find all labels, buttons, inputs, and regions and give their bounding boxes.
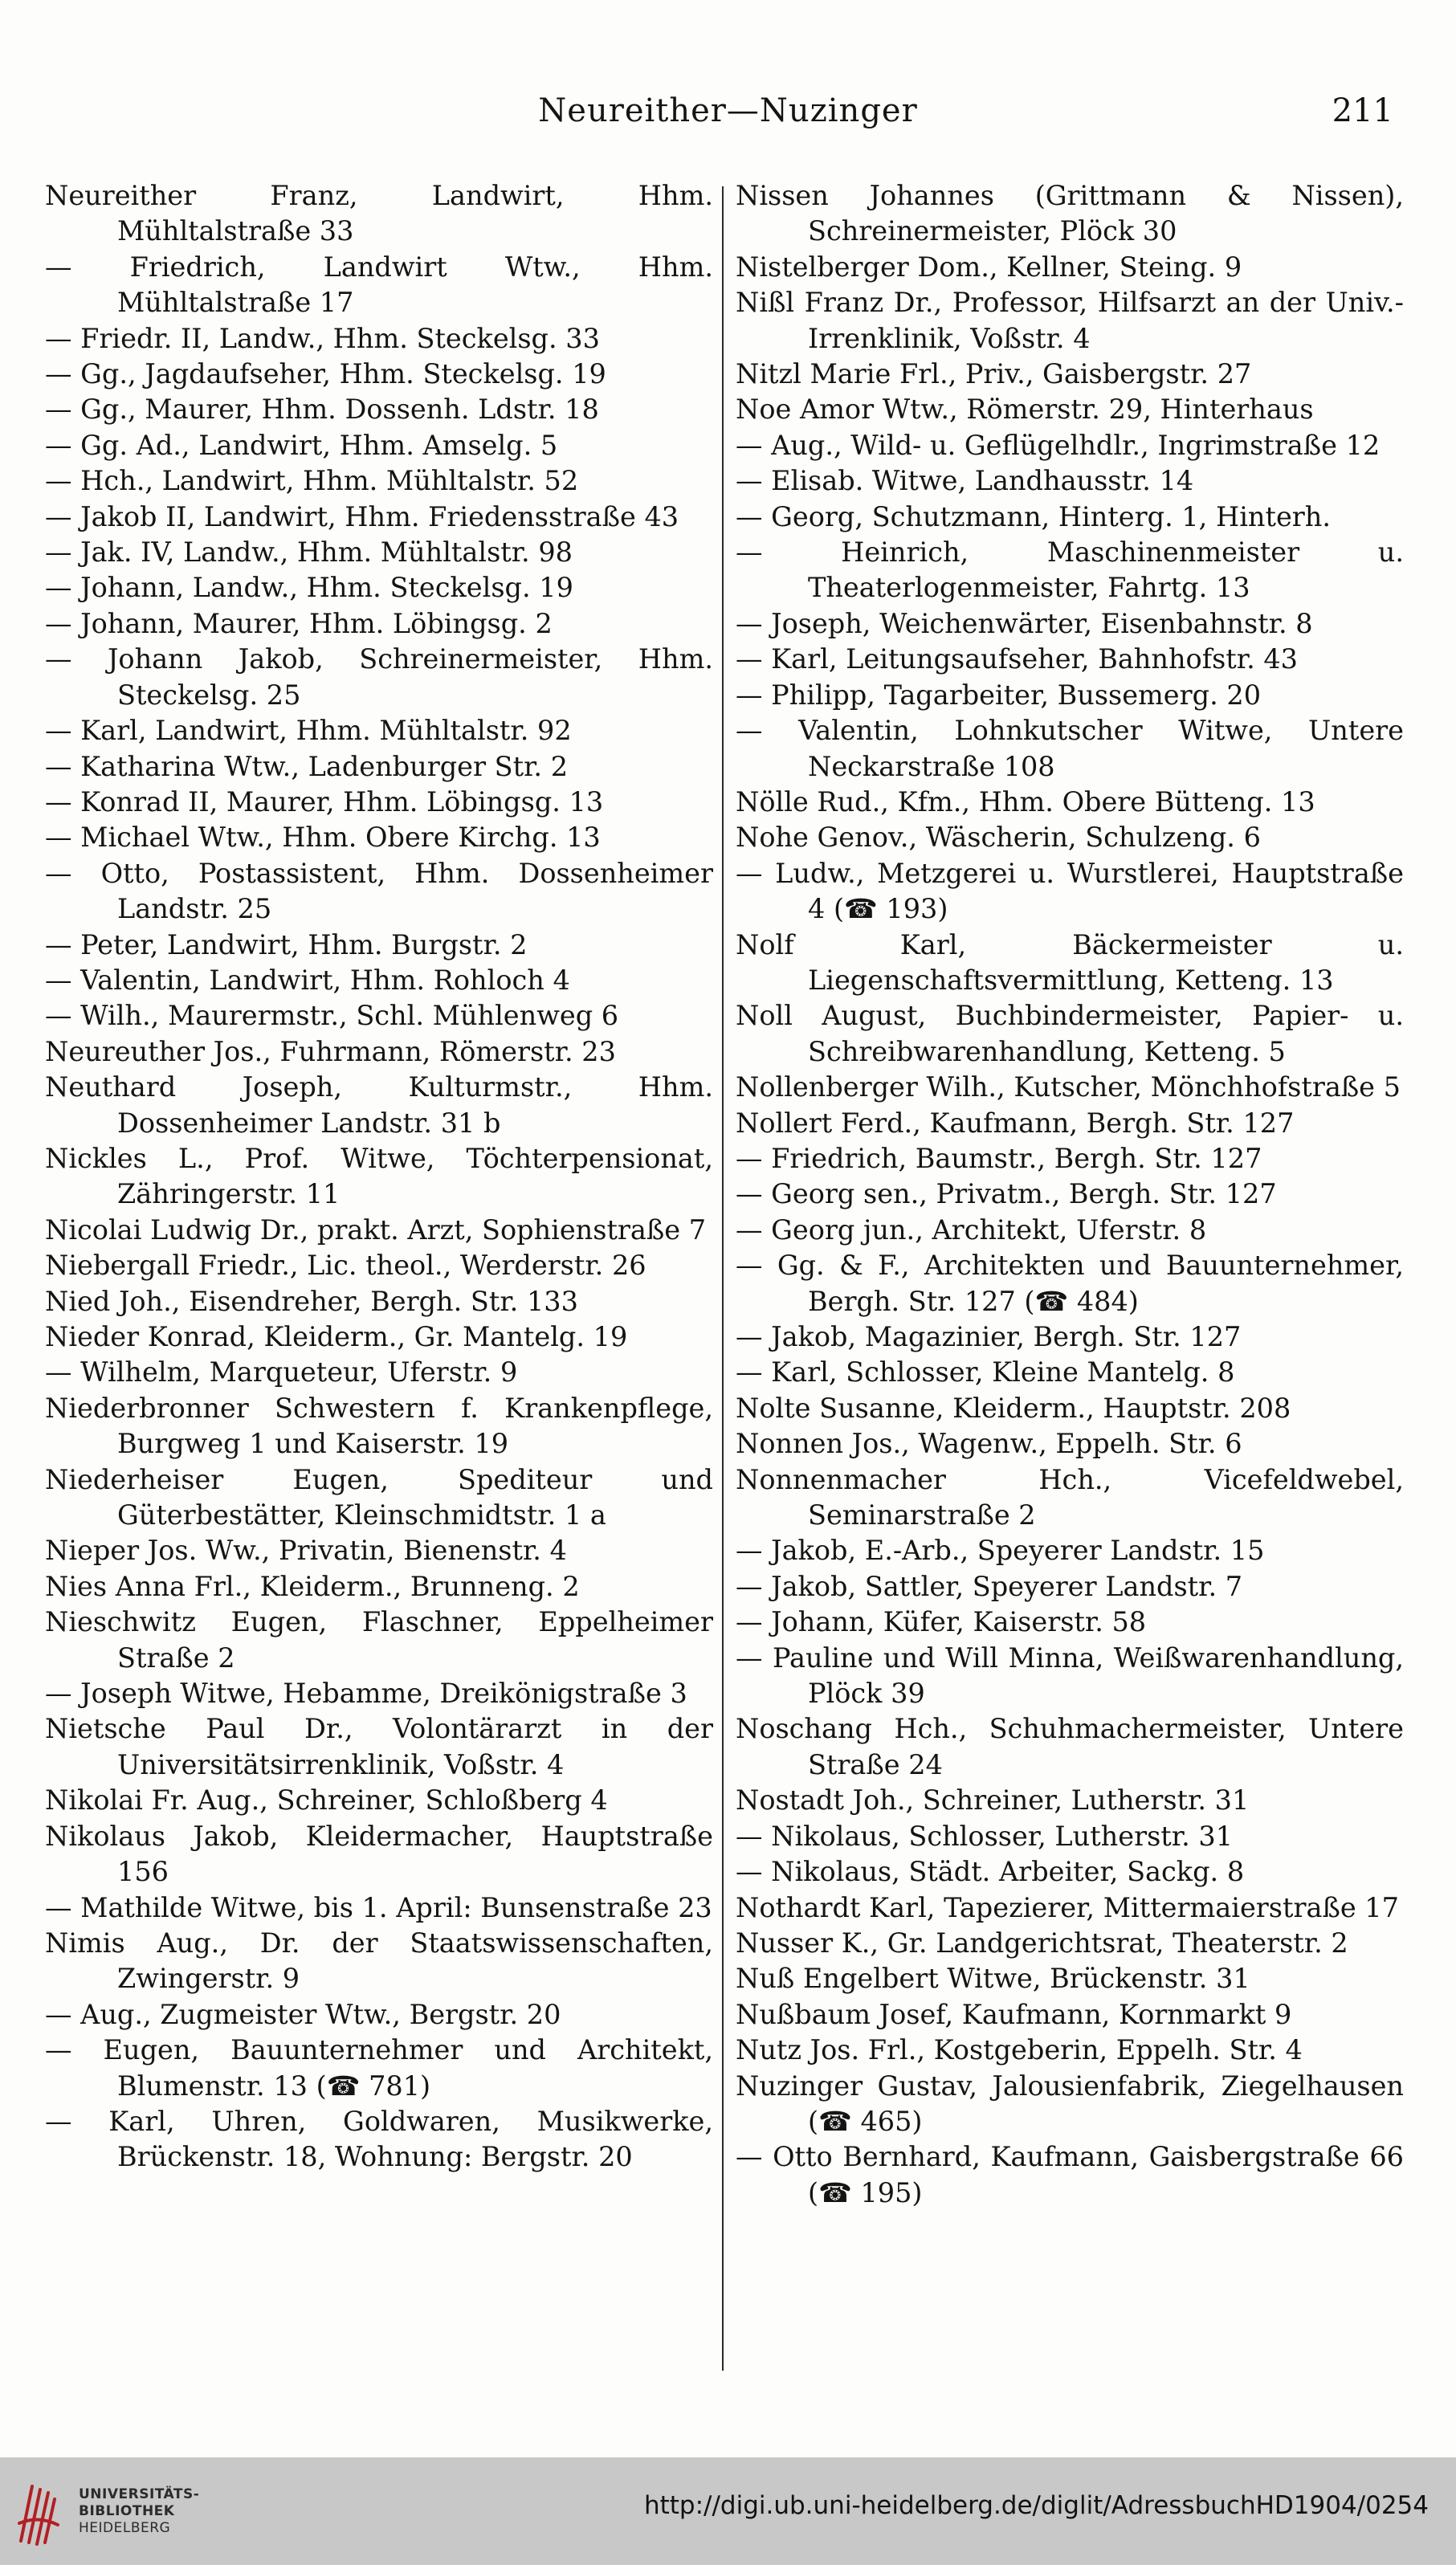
library-name: [79, 2486, 199, 2537]
source-url[interactable]: http://digi.ub.uni-heidelberg.de/diglit/AdressbuchHD1904/0254: [643, 2491, 1429, 2520]
directory-entry: — Johann Jakob, Schreinermeister, Hhm. Steckelsg. 25: [45, 643, 713, 711]
directory-entry: — Pauline und Will Minna, Weißwarenhandlung, Plöck 39: [736, 1641, 1404, 1710]
directory-entry: — Wilhelm, Marqueteur, Uferstr. 9: [45, 1356, 518, 1389]
directory-entry: Nietsche Paul Dr., Volontärarzt in der Universitätsirrenklinik, Voßstr. 4: [45, 1713, 713, 1780]
directory-entry: — Otto, Postassistent, Hhm. Dossenheimer Landstr. 25: [45, 857, 713, 925]
directory-entry: Niebergall Friedr., Lic. theol., Werderstr. 26: [45, 1250, 646, 1282]
directory-entry: — Nikolaus, Schlosser, Lutherstr. 31: [736, 1820, 1234, 1852]
directory-entry: — Johann, Küfer, Kaiserstr. 58: [736, 1606, 1147, 1638]
directory-entry: Nickles L., Prof. Witwe, Töchterpensionat, Zähringerstr. 11: [45, 1142, 713, 1210]
directory-entry: Nollenberger Wilh., Kutscher, Mönchhofstraße 5: [736, 1071, 1401, 1103]
directory-entry: — Mathilde Witwe, bis 1. April: Bunsenstraße 23: [45, 1891, 712, 1923]
directory-entry: Nolf Karl, Bäckermeister u. Liegenschaftsvermittlung, Ketteng. 13: [736, 928, 1404, 996]
directory-entry: — Joseph, Weichenwärter, Eisenbahnstr. 8: [736, 607, 1313, 639]
directory-entry: Nikolaus Jakob, Kleidermacher, Hauptstraße 156: [45, 1820, 713, 1888]
left-column: [45, 178, 713, 2176]
library-footer: [0, 2457, 1456, 2565]
directory-entry: — Aug., Zugmeister Wtw., Bergstr. 20: [45, 1998, 561, 2030]
directory-entry: — Gg. Ad., Landwirt, Hhm. Amselg. 5: [45, 429, 558, 461]
directory-entry: — Jakob, Magazinier, Bergh. Str. 127: [736, 1321, 1242, 1352]
directory-entry: — Friedrich, Landwirt Wtw., Hhm. Mühltalstraße 17: [45, 251, 713, 319]
page-header: [0, 87, 1456, 135]
directory-entry: Noll August, Buchbindermeister, Papier- u. Schreibwarenhandlung, Ketteng. 5: [736, 1000, 1404, 1067]
directory-entry: — Nikolaus, Städt. Arbeiter, Sackg. 8: [736, 1856, 1245, 1888]
directory-entry: — Karl, Schlosser, Kleine Mantelg. 8: [736, 1356, 1235, 1389]
directory-entry: — Jakob II, Landwirt, Hhm. Friedensstraße 43: [45, 500, 679, 532]
directory-entry: Nitzl Marie Frl., Priv., Gaisbergstr. 27: [736, 358, 1252, 390]
directory-entry: — Otto Bernhard, Kaufmann, Gaisbergstraße 66 (☎ 195): [736, 2141, 1404, 2208]
directory-entry: Nied Joh., Eisendreher, Bergh. Str. 133: [45, 1285, 578, 1317]
directory-entry: Nistelberger Dom., Kellner, Steing. 9: [736, 251, 1242, 283]
directory-entry: Noschang Hch., Schuhmachermeister, Untere Straße 24: [736, 1713, 1404, 1780]
directory-entry: Nostadt Joh., Schreiner, Lutherstr. 31: [736, 1784, 1250, 1817]
directory-entry: Nissen Johannes (Grittmann & Nissen), Schreinermeister, Plöck 30: [736, 180, 1404, 247]
directory-entry: Nölle Rud., Kfm., Hhm. Obere Bütteng. 13: [736, 785, 1315, 818]
directory-entry: — Jakob, E.-Arb., Speyerer Landstr. 15: [736, 1535, 1265, 1567]
directory-entry: Nimis Aug., Dr. der Staatswissenschaften, Zwingerstr. 9: [45, 1927, 713, 1995]
directory-entry: — Karl, Leitungsaufseher, Bahnhofstr. 43: [736, 643, 1298, 675]
directory-entry: — Eugen, Bauunternehmer und Architekt, Blumenstr. 13 (☎ 781): [45, 2034, 713, 2102]
directory-entry: — Philipp, Tagarbeiter, Bussemerg. 20: [736, 679, 1262, 711]
directory-entry: — Peter, Landwirt, Hhm. Burgstr. 2: [45, 928, 528, 960]
library-logo-icon: [14, 2475, 63, 2549]
directory-entry: Nohe Genov., Wäscherin, Schulzeng. 6: [736, 822, 1261, 854]
directory-entry: — Joseph Witwe, Hebamme, Dreikönigstraße 3: [45, 1678, 687, 1710]
directory-entry: Nutz Jos. Frl., Kostgeberin, Eppelh. Str. 4: [736, 2034, 1303, 2066]
directory-entry: — Aug., Wild- u. Geflügelhdlr., Ingrimstraße 12: [736, 429, 1381, 461]
directory-entry: Nothardt Karl, Tapezierer, Mittermaierstraße 17: [736, 1891, 1399, 1923]
directory-entry: Noe Amor Wtw., Römerstr. 29, Hinterhaus: [736, 394, 1314, 426]
directory-entry: Nikolai Fr. Aug., Schreiner, Schloßberg 4: [45, 1784, 608, 1817]
directory-entry: Nieper Jos. Ww., Privatin, Bienenstr. 4: [45, 1535, 567, 1567]
page-number: 211: [1332, 92, 1393, 129]
directory-entry: — Jak. IV, Landw., Hhm. Mühltalstr. 98: [45, 536, 573, 569]
directory-entry: — Valentin, Landwirt, Hhm. Rohloch 4: [45, 964, 570, 996]
directory-entry: Nieder Konrad, Kleiderm., Gr. Mantelg. 19: [45, 1321, 628, 1352]
library-name-line2: BIBLIOTHEK: [79, 2503, 175, 2519]
directory-entry: — Jakob, Sattler, Speyerer Landstr. 7: [736, 1570, 1243, 1602]
directory-entry: Neuthard Joseph, Kulturmstr., Hhm. Dossenheimer Landstr. 31 b: [45, 1071, 713, 1139]
directory-entry: Nußbaum Josef, Kaufmann, Kornmarkt 9: [736, 1998, 1292, 2030]
directory-entry: Nuß Engelbert Witwe, Brückenstr. 31: [736, 1963, 1250, 1995]
directory-entry: Nonnen Jos., Wagenw., Eppelh. Str. 6: [736, 1428, 1242, 1460]
directory-entry: — Georg jun., Architekt, Uferstr. 8: [736, 1213, 1207, 1246]
directory-entry: — Konrad II, Maurer, Hhm. Löbingsg. 13: [45, 785, 604, 818]
directory-entry: Neureither Franz, Landwirt, Hhm. Mühltalstraße 33: [45, 180, 713, 247]
running-title: Neureither—Nuzinger: [538, 92, 918, 129]
directory-entry: Nusser K., Gr. Landgerichtsrat, Theaterstr. 2: [736, 1927, 1348, 1959]
directory-entry: Nicolai Ludwig Dr., prakt. Arzt, Sophienstraße 7: [45, 1213, 707, 1246]
library-name-line3: HEIDELBERG: [79, 2520, 171, 2536]
column-divider: [722, 186, 724, 2371]
directory-entry: — Johann, Maurer, Hhm. Löbingsg. 2: [45, 607, 553, 639]
directory-entry: — Johann, Landw., Hhm. Steckelsg. 19: [45, 572, 573, 604]
library-name-line1: UNIVERSITÄTS-: [79, 2486, 200, 2502]
directory-entry: Nies Anna Frl., Kleiderm., Brunneng. 2: [45, 1570, 580, 1602]
directory-entry: — Hch., Landwirt, Hhm. Mühltalstr. 52: [45, 465, 579, 497]
directory-entry: — Georg, Schutzmann, Hinterg. 1, Hinterh.: [736, 500, 1332, 532]
directory-entry: Niederbronner Schwestern f. Krankenpflege, Burgweg 1 und Kaiserstr. 19: [45, 1392, 713, 1460]
directory-entry: — Elisab. Witwe, Landhausstr. 14: [736, 465, 1194, 497]
directory-entry: — Gg., Jagdaufseher, Hhm. Steckelsg. 19: [45, 358, 606, 390]
directory-entry: — Ludw., Metzgerei u. Wurstlerei, Hauptstraße 4 (☎ 193): [736, 857, 1404, 925]
directory-entry: — Wilh., Maurermstr., Schl. Mühlenweg 6: [45, 1000, 619, 1032]
directory-entry: — Gg. & F., Architekten und Bauunternehmer, Bergh. Str. 127 (☎ 484): [736, 1250, 1404, 1317]
directory-entry: Nollert Ferd., Kaufmann, Bergh. Str. 127: [736, 1107, 1295, 1139]
directory-entry: Niederheiser Eugen, Spediteur und Güterbestätter, Kleinschmidtstr. 1 a: [45, 1463, 713, 1531]
directory-columns: [45, 178, 1402, 2379]
directory-entry: — Valentin, Lohnkutscher Witwe, Untere Neckarstraße 108: [736, 715, 1404, 782]
directory-entry: — Michael Wtw., Hhm. Obere Kirchg. 13: [45, 822, 601, 854]
directory-entry: — Heinrich, Maschinenmeister u. Theaterlogenmeister, Fahrtg. 13: [736, 536, 1404, 604]
directory-entry: — Karl, Landwirt, Hhm. Mühltalstr. 92: [45, 715, 572, 747]
directory-entry: — Karl, Uhren, Goldwaren, Musikwerke, Brückenstr. 18, Wohnung: Bergstr. 20: [45, 2105, 713, 2173]
right-column: [736, 178, 1404, 2211]
directory-entry: Nonnenmacher Hch., Vicefeldwebel, Seminarstraße 2: [736, 1463, 1404, 1531]
directory-entry: Nuzinger Gustav, Jalousienfabrik, Ziegelhausen (☎ 465): [736, 2070, 1404, 2137]
directory-entry: — Georg sen., Privatm., Bergh. Str. 127: [736, 1178, 1277, 1210]
directory-entry: — Friedrich, Baumstr., Bergh. Str. 127: [736, 1142, 1262, 1174]
directory-entry: — Friedr. II, Landw., Hhm. Steckelsg. 33: [45, 322, 600, 354]
directory-entry: Neureuther Jos., Fuhrmann, Römerstr. 23: [45, 1035, 616, 1067]
directory-entry: — Gg., Maurer, Hhm. Dossenh. Ldstr. 18: [45, 394, 599, 426]
directory-entry: Nieschwitz Eugen, Flaschner, Eppelheimer Straße 2: [45, 1606, 713, 1674]
directory-entry: Nolte Susanne, Kleiderm., Hauptstr. 208: [736, 1392, 1291, 1424]
directory-entry: Nißl Franz Dr., Professor, Hilfsarzt an der Univ.-Irrenklinik, Voßstr. 4: [736, 287, 1404, 354]
directory-entry: — Katharina Wtw., Ladenburger Str. 2: [45, 750, 569, 782]
